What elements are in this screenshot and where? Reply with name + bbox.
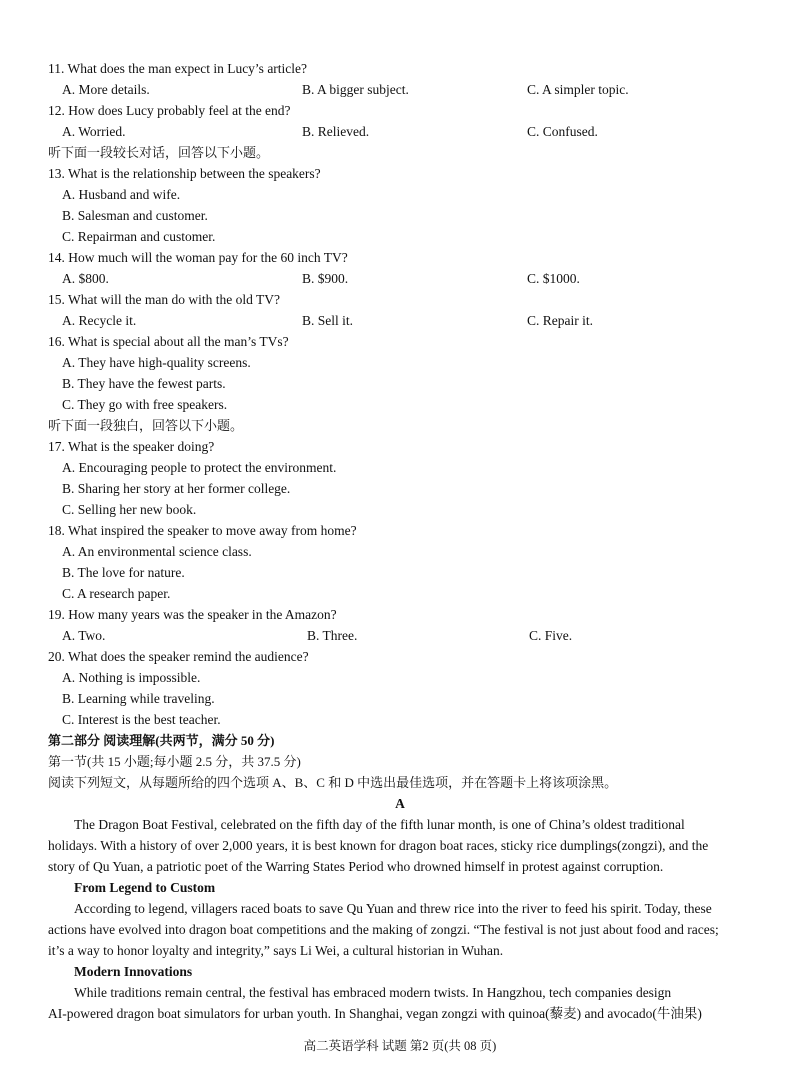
q14-option-b: B. $900. xyxy=(302,271,349,286)
passage-line: According to legend, villagers raced boats to save Qu Yuan and threw rice into the river to feed his spirit. Today, these xyxy=(74,901,712,916)
q13-option-c: C. Repairman and customer. xyxy=(62,229,216,244)
q15-option-a: A. Recycle it. xyxy=(62,313,137,328)
part2-section1: 第一节(共 15 小题;每小题 2.5 分，共 37.5 分) xyxy=(48,754,301,769)
question-18: 18. What inspired the speaker to move away from home? xyxy=(48,523,357,538)
q19-option-b: B. Three. xyxy=(307,628,358,643)
part2-directions: 阅读下列短文，从每题所给的四个选项 A、B、C 和 D 中选出最佳选项，并在答题卡上将该项涂黑。 xyxy=(48,775,618,790)
long-dialogue-instruction: 听下面一段较长对话，回答以下小题。 xyxy=(48,145,270,160)
passage-line: AI-powered dragon boat simulators for urban youth. In Shanghai, vegan zongzi with quinoa(藜麦) and avocado(牛油果) xyxy=(48,1006,702,1021)
q11-option-c: C. A simpler topic. xyxy=(527,82,629,97)
q15-option-b: B. Sell it. xyxy=(302,313,354,328)
q19-option-a: A. Two. xyxy=(62,628,106,643)
q12-option-b: B. Relieved. xyxy=(302,124,370,139)
question-20: 20. What does the speaker remind the audience? xyxy=(48,649,309,664)
part2-title: 第二部分 阅读理解(共两节，满分 50 分) xyxy=(48,733,275,748)
q14-option-a: A. $800. xyxy=(62,271,109,286)
q18-option-c: C. A research paper. xyxy=(62,586,171,601)
question-12: 12. How does Lucy probably feel at the end? xyxy=(48,103,291,118)
question-15: 15. What will the man do with the old TV? xyxy=(48,292,280,307)
q16-option-b: B. They have the fewest parts. xyxy=(62,376,226,391)
passage-line: story of Qu Yuan, a patriotic poet of the Warring States Period who drowned himself in protest against corruption. xyxy=(48,859,664,874)
q13-option-b: B. Salesman and customer. xyxy=(62,208,208,223)
passage-line: it’s a way to honor loyalty and integrity,” says Li Wei, a cultural historian in Wuhan. xyxy=(48,943,504,958)
q16-option-c: C. They go with free speakers. xyxy=(62,397,228,412)
question-17: 17. What is the speaker doing? xyxy=(48,439,215,454)
passage-label: A xyxy=(395,796,405,811)
question-11: 11. What does the man expect in Lucy’s article? xyxy=(48,61,308,76)
q17-option-c: C. Selling her new book. xyxy=(62,502,197,517)
passage-line: While traditions remain central, the festival has embraced modern twists. In Hangzhou, tech companies design xyxy=(74,985,672,1000)
q12-option-c: C. Confused. xyxy=(527,124,598,139)
question-14: 14. How much will the woman pay for the 60 inch TV? xyxy=(48,250,348,265)
q11-option-a: A. More details. xyxy=(62,82,150,97)
q17-option-b: B. Sharing her story at her former college. xyxy=(62,481,291,496)
q15-option-c: C. Repair it. xyxy=(527,313,593,328)
q20-option-a: A. Nothing is impossible. xyxy=(62,670,201,685)
monologue-instruction: 听下面一段独白，回答以下小题。 xyxy=(48,418,244,433)
q12-option-a: A. Worried. xyxy=(62,124,126,139)
passage-line: actions have evolved into dragon boat competitions and the making of zongzi. “The festival is not just about food and races; xyxy=(48,922,719,937)
q20-option-c: C. Interest is the best teacher. xyxy=(62,712,221,727)
page-footer: 高二英语学科 试题 第2 页(共 08 页) xyxy=(303,1039,497,1053)
q19-option-c: C. Five. xyxy=(529,628,573,643)
question-13: 13. What is the relationship between the speakers? xyxy=(48,166,321,181)
question-16: 16. What is special about all the man’s TVs? xyxy=(48,334,289,349)
q20-option-b: B. Learning while traveling. xyxy=(62,691,215,706)
q11-option-b: B. A bigger subject. xyxy=(302,82,409,97)
q18-option-a: A. An environmental science class. xyxy=(62,544,252,559)
q14-option-c: C. $1000. xyxy=(527,271,580,286)
passage-line: The Dragon Boat Festival, celebrated on the fifth day of the fifth lunar month, is one of China’s oldest traditional xyxy=(74,817,685,832)
q18-option-b: B. The love for nature. xyxy=(62,565,185,580)
section-heading-innovations: Modern Innovations xyxy=(74,964,193,979)
question-19: 19. How many years was the speaker in the Amazon? xyxy=(48,607,337,622)
passage-line: holidays. With a history of over 2,000 years, it is best known for dragon boat races, sticky rice dumplings(zongzi), and the xyxy=(48,838,709,853)
q17-option-a: A. Encouraging people to protect the environment. xyxy=(62,460,337,475)
section-heading-legend: From Legend to Custom xyxy=(74,880,216,895)
q16-option-a: A. They have high-quality screens. xyxy=(62,355,251,370)
q13-option-a: A. Husband and wife. xyxy=(62,187,181,202)
